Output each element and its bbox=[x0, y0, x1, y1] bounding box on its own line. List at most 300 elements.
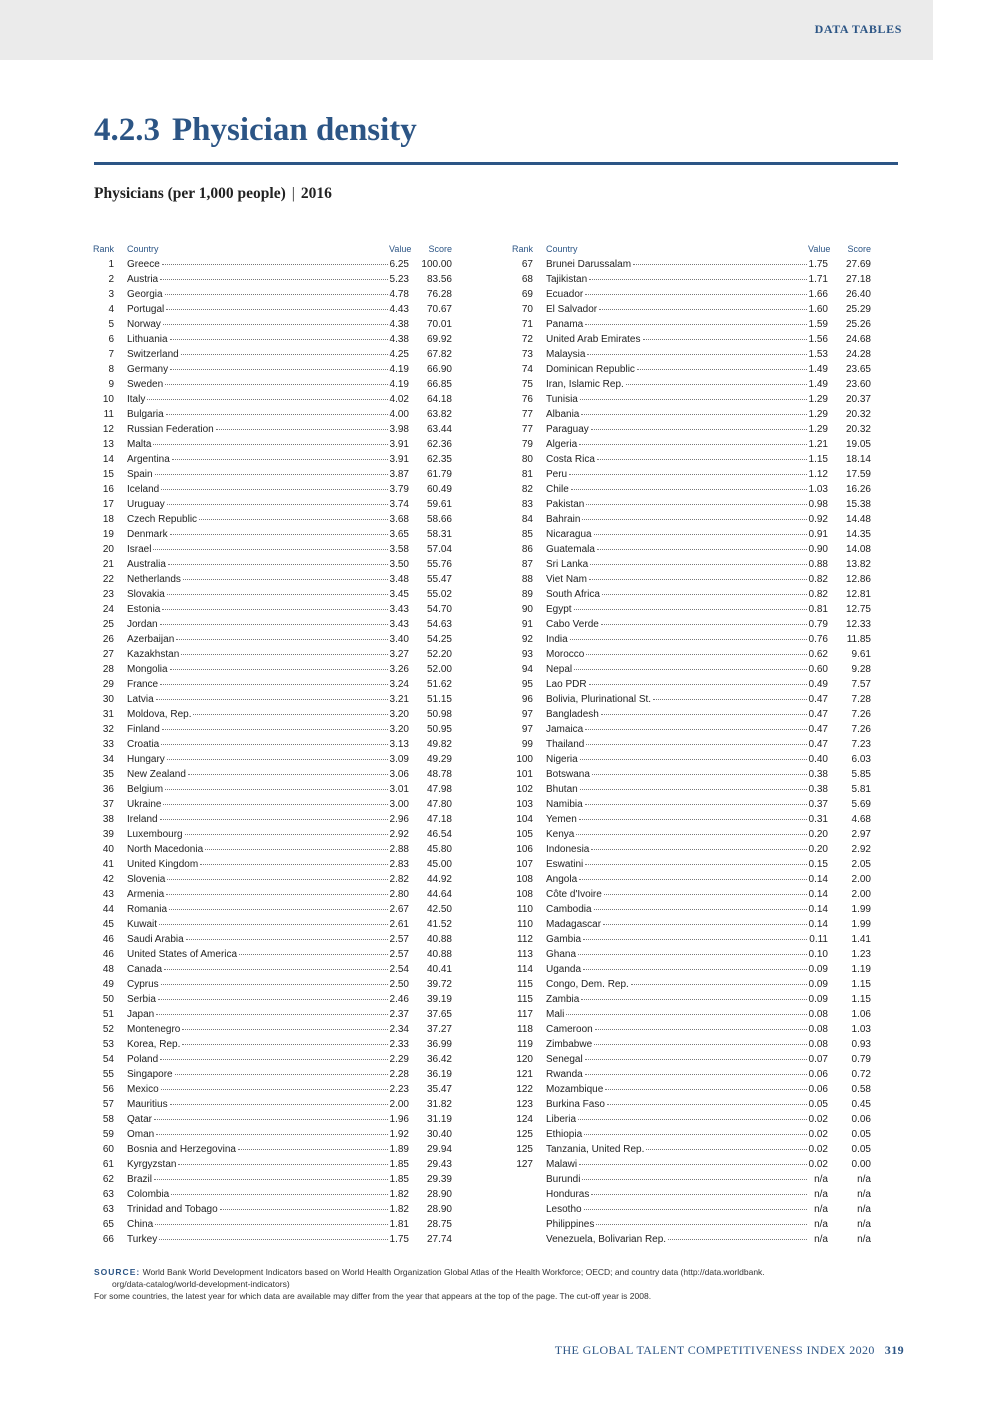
table-row bbox=[92, 497, 452, 512]
score-cell: 1.03 bbox=[851, 1024, 871, 1035]
score-cell: 7.26 bbox=[851, 724, 871, 735]
value-cell: 0.11 bbox=[809, 934, 828, 945]
score-cell: 11.85 bbox=[846, 634, 871, 645]
country-cell: Kenya bbox=[546, 829, 575, 840]
table-row bbox=[511, 767, 871, 782]
dot-leader bbox=[205, 849, 388, 850]
table-row bbox=[511, 977, 871, 992]
table-row bbox=[92, 692, 452, 707]
rank-cell: 108 bbox=[516, 874, 533, 885]
rank-cell: 9 bbox=[108, 379, 114, 390]
country-cell: Slovenia bbox=[127, 874, 166, 885]
value-cell: 4.00 bbox=[389, 409, 409, 420]
country-cell: Cabo Verde bbox=[546, 619, 599, 630]
rank-cell: 28 bbox=[102, 664, 114, 675]
rank-cell: 92 bbox=[521, 634, 533, 645]
table-row bbox=[92, 602, 452, 617]
score-cell: 20.32 bbox=[845, 409, 871, 420]
country-cell: Thailand bbox=[546, 739, 585, 750]
value-cell: n/a bbox=[814, 1204, 828, 1215]
value-cell: 2.28 bbox=[389, 1069, 409, 1080]
score-cell: 29.43 bbox=[426, 1159, 452, 1170]
value-cell: 0.82 bbox=[808, 589, 828, 600]
score-cell: 55.02 bbox=[426, 589, 452, 600]
table-row bbox=[511, 677, 871, 692]
table-row bbox=[511, 812, 871, 827]
country-cell: Canada bbox=[127, 964, 163, 975]
value-cell: 1.75 bbox=[389, 1234, 409, 1245]
dot-leader bbox=[585, 324, 807, 325]
dot-leader bbox=[159, 924, 388, 925]
table-row bbox=[92, 392, 452, 407]
score-cell: 27.18 bbox=[845, 274, 871, 285]
value-cell: 0.02 bbox=[808, 1129, 828, 1140]
dot-leader bbox=[583, 969, 807, 970]
dot-leader bbox=[167, 879, 388, 880]
rank-cell: 41 bbox=[102, 859, 114, 870]
country-cell: Czech Republic bbox=[127, 514, 198, 525]
country-cell: Dominican Republic bbox=[546, 364, 635, 375]
value-cell: 1.49 bbox=[808, 364, 828, 375]
value-cell: 0.92 bbox=[808, 514, 828, 525]
dot-leader bbox=[599, 309, 807, 310]
source-label: SOURCE: bbox=[94, 1267, 141, 1277]
rank-cell: 108 bbox=[516, 889, 533, 900]
table-row bbox=[92, 857, 452, 872]
dot-leader bbox=[167, 504, 388, 505]
score-cell: 5.69 bbox=[851, 799, 871, 810]
value-cell: 0.60 bbox=[808, 664, 828, 675]
dot-leader bbox=[166, 414, 388, 415]
value-cell: 0.06 bbox=[808, 1084, 828, 1095]
page-number: 319 bbox=[884, 1343, 904, 1357]
value-cell: 0.81 bbox=[808, 604, 828, 615]
dot-leader bbox=[592, 774, 807, 775]
rank-cell: 3 bbox=[108, 289, 114, 300]
dot-leader bbox=[589, 279, 807, 280]
rank-cell: 14 bbox=[102, 454, 114, 465]
country-cell: Namibia bbox=[546, 799, 583, 810]
score-cell: 1.15 bbox=[851, 994, 871, 1005]
rank-cell: 20 bbox=[102, 544, 114, 555]
rank-cell: 4 bbox=[108, 304, 114, 315]
table-row bbox=[511, 1052, 871, 1067]
country-cell: Colombia bbox=[127, 1189, 170, 1200]
rank-cell: 37 bbox=[102, 799, 114, 810]
dot-leader bbox=[181, 654, 388, 655]
rank-cell: 39 bbox=[102, 829, 114, 840]
dot-leader bbox=[590, 564, 807, 565]
table-row bbox=[511, 347, 871, 362]
score-cell: 44.92 bbox=[426, 874, 452, 885]
rank-cell: 8 bbox=[108, 364, 114, 375]
table-row bbox=[92, 782, 452, 797]
rank-cell: 53 bbox=[102, 1039, 114, 1050]
value-cell: 0.88 bbox=[808, 559, 828, 570]
dot-leader bbox=[200, 864, 388, 865]
dot-leader bbox=[178, 1164, 388, 1165]
dot-leader bbox=[591, 1194, 807, 1195]
country-cell: Belgium bbox=[127, 784, 164, 795]
value-cell: 0.10 bbox=[808, 949, 828, 960]
value-cell: 1.82 bbox=[389, 1204, 409, 1215]
table-row bbox=[92, 512, 452, 527]
value-cell: 0.06 bbox=[808, 1069, 828, 1080]
score-cell: 12.86 bbox=[845, 574, 871, 585]
value-cell: 2.37 bbox=[389, 1009, 409, 1020]
country-cell: Pakistan bbox=[546, 499, 585, 510]
rank-cell: 16 bbox=[102, 484, 114, 495]
country-cell: Sweden bbox=[127, 379, 164, 390]
country-cell: New Zealand bbox=[127, 769, 186, 780]
score-cell: 18.14 bbox=[845, 454, 871, 465]
score-cell: n/a bbox=[857, 1234, 871, 1245]
country-cell: Uganda bbox=[546, 964, 582, 975]
score-cell: 76.28 bbox=[426, 289, 452, 300]
dot-leader bbox=[155, 474, 388, 475]
value-cell: 0.14 bbox=[808, 904, 828, 915]
table-row bbox=[92, 707, 452, 722]
score-cell: 14.08 bbox=[845, 544, 871, 555]
country-cell: Ghana bbox=[546, 949, 577, 960]
rank-cell: 79 bbox=[521, 439, 533, 450]
score-cell: 40.88 bbox=[426, 934, 452, 945]
score-cell: 7.28 bbox=[851, 694, 871, 705]
score-cell: n/a bbox=[857, 1189, 871, 1200]
dot-leader bbox=[160, 819, 388, 820]
country-cell: Moldova, Rep. bbox=[127, 709, 192, 720]
table-row bbox=[92, 377, 452, 392]
value-cell: 2.80 bbox=[389, 889, 409, 900]
score-cell: 44.64 bbox=[426, 889, 452, 900]
rank-cell: 125 bbox=[516, 1144, 533, 1155]
rank-cell: 7 bbox=[108, 349, 114, 360]
rank-cell: 12 bbox=[102, 424, 114, 435]
country-cell: Portugal bbox=[127, 304, 165, 315]
table-row bbox=[511, 842, 871, 857]
dot-leader bbox=[579, 1164, 807, 1165]
score-cell: 1.41 bbox=[851, 934, 871, 945]
score-cell: 12.81 bbox=[845, 589, 871, 600]
dot-leader bbox=[579, 819, 807, 820]
value-cell: 4.43 bbox=[389, 304, 409, 315]
table-row bbox=[511, 1127, 871, 1142]
dot-leader bbox=[170, 534, 388, 535]
dot-leader bbox=[172, 459, 388, 460]
value-cell: 2.88 bbox=[389, 844, 409, 855]
country-cell: Israel bbox=[127, 544, 152, 555]
rank-cell: 62 bbox=[102, 1174, 114, 1185]
table-row bbox=[92, 812, 452, 827]
rank-cell: 36 bbox=[102, 784, 114, 795]
country-cell: Iceland bbox=[127, 484, 160, 495]
rank-cell: 96 bbox=[521, 694, 533, 705]
country-cell: Poland bbox=[127, 1054, 159, 1065]
value-cell: 3.74 bbox=[389, 499, 409, 510]
country-cell: Paraguay bbox=[546, 424, 589, 435]
table-row bbox=[92, 1022, 452, 1037]
value-cell: 1.85 bbox=[389, 1159, 409, 1170]
country-cell: Cyprus bbox=[127, 979, 159, 990]
dot-leader bbox=[587, 354, 807, 355]
dot-leader bbox=[162, 609, 388, 610]
dot-leader bbox=[161, 1089, 388, 1090]
score-cell: 27.74 bbox=[426, 1234, 452, 1245]
dot-leader bbox=[161, 744, 388, 745]
country-cell: Honduras bbox=[546, 1189, 590, 1200]
rank-cell: 19 bbox=[102, 529, 114, 540]
score-cell: 36.19 bbox=[426, 1069, 452, 1080]
rank-cell: 91 bbox=[521, 619, 533, 630]
value-cell: 1.85 bbox=[389, 1174, 409, 1185]
value-cell: 2.33 bbox=[389, 1039, 409, 1050]
country-cell: North Macedonia bbox=[127, 844, 204, 855]
rank-cell: 104 bbox=[516, 814, 533, 825]
score-cell: 6.03 bbox=[851, 754, 871, 765]
score-cell: 0.05 bbox=[851, 1129, 871, 1140]
country-cell: United Arab Emirates bbox=[546, 334, 641, 345]
rank-cell: 89 bbox=[521, 589, 533, 600]
dot-leader bbox=[586, 504, 807, 505]
dot-leader bbox=[165, 789, 388, 790]
dot-leader bbox=[181, 354, 388, 355]
table-row bbox=[92, 467, 452, 482]
dot-leader bbox=[589, 684, 807, 685]
table-row bbox=[511, 872, 871, 887]
value-cell: 0.09 bbox=[808, 964, 828, 975]
table-row bbox=[92, 722, 452, 737]
dot-leader bbox=[176, 639, 388, 640]
score-cell: n/a bbox=[857, 1204, 871, 1215]
rank-cell: 97 bbox=[521, 724, 533, 735]
dot-leader bbox=[188, 774, 388, 775]
rank-cell: 88 bbox=[521, 574, 533, 585]
rank-cell: 44 bbox=[102, 904, 114, 915]
rank-cell: 107 bbox=[516, 859, 533, 870]
value-cell: n/a bbox=[814, 1219, 828, 1230]
country-cell: Croatia bbox=[127, 739, 160, 750]
country-cell: Bahrain bbox=[546, 514, 581, 525]
rank-cell: 115 bbox=[517, 979, 533, 990]
value-cell: 2.50 bbox=[389, 979, 409, 990]
score-cell: 2.05 bbox=[851, 859, 871, 870]
table-row bbox=[92, 647, 452, 662]
rank-cell: 117 bbox=[517, 1009, 533, 1020]
value-cell: 1.71 bbox=[808, 274, 828, 285]
country-cell: Cameroon bbox=[546, 1024, 593, 1035]
score-cell: 29.94 bbox=[426, 1144, 452, 1155]
table-row bbox=[511, 437, 871, 452]
country-cell: Denmark bbox=[127, 529, 168, 540]
value-cell: 0.47 bbox=[808, 709, 828, 720]
rank-cell: 51 bbox=[102, 1009, 114, 1020]
value-cell: 0.20 bbox=[808, 844, 828, 855]
country-cell: Turkey bbox=[127, 1234, 158, 1245]
country-cell: Bangladesh bbox=[546, 709, 599, 720]
country-cell: Nigeria bbox=[546, 754, 578, 765]
rank-cell: 74 bbox=[521, 364, 533, 375]
rank-cell: 57 bbox=[102, 1099, 114, 1110]
table-row bbox=[92, 542, 452, 557]
country-cell: Brunei Darussalam bbox=[546, 259, 632, 270]
country-cell: Philippines bbox=[546, 1219, 595, 1230]
rank-cell: 123 bbox=[516, 1099, 533, 1110]
rank-cell: 71 bbox=[521, 319, 533, 330]
score-cell: 0.06 bbox=[851, 1114, 871, 1125]
score-cell: 70.67 bbox=[426, 304, 452, 315]
table-row bbox=[511, 377, 871, 392]
rank-cell: 99 bbox=[521, 739, 533, 750]
country-cell: France bbox=[127, 679, 159, 690]
score-cell: 1.99 bbox=[851, 919, 871, 930]
rank-cell: 24 bbox=[102, 604, 114, 615]
country-cell: South Africa bbox=[546, 589, 600, 600]
country-cell: Greece bbox=[127, 259, 160, 270]
score-cell: 17.59 bbox=[845, 469, 871, 480]
score-cell: 2.97 bbox=[851, 829, 871, 840]
table-row bbox=[511, 1097, 871, 1112]
dot-leader bbox=[594, 909, 807, 910]
rank-cell: 105 bbox=[516, 829, 533, 840]
score-cell: 19.05 bbox=[845, 439, 871, 450]
score-cell: 24.68 bbox=[845, 334, 871, 345]
score-cell: 20.32 bbox=[845, 424, 871, 435]
value-cell: 2.54 bbox=[389, 964, 409, 975]
dot-leader bbox=[581, 999, 807, 1000]
country-cell: Korea, Rep. bbox=[127, 1039, 181, 1050]
country-cell: Japan bbox=[127, 1009, 155, 1020]
rank-cell: 43 bbox=[102, 889, 114, 900]
table-row bbox=[92, 407, 452, 422]
score-cell: 37.27 bbox=[426, 1024, 452, 1035]
rank-cell: 21 bbox=[102, 559, 114, 570]
rank-cell: 54 bbox=[102, 1054, 114, 1065]
table-row bbox=[511, 512, 871, 527]
table-row bbox=[511, 1067, 871, 1082]
value-cell: 0.14 bbox=[808, 889, 828, 900]
table-row bbox=[92, 272, 452, 287]
table-row bbox=[511, 827, 871, 842]
value-cell: 1.49 bbox=[808, 379, 828, 390]
table-row bbox=[92, 1172, 452, 1187]
rank-cell: 52 bbox=[102, 1024, 114, 1035]
source-text-continued: org/data-catalog/world-development-indicators) bbox=[112, 1279, 290, 1289]
value-cell: 4.38 bbox=[389, 319, 409, 330]
value-cell: 4.02 bbox=[389, 394, 409, 405]
table-row bbox=[511, 1142, 871, 1157]
dot-leader bbox=[646, 1149, 807, 1150]
value-cell: 0.37 bbox=[808, 799, 828, 810]
country-cell: Burundi bbox=[546, 1174, 581, 1185]
value-cell: 2.00 bbox=[389, 1099, 409, 1110]
country-cell: Zimbabwe bbox=[546, 1039, 593, 1050]
rank-cell: 6 bbox=[108, 334, 114, 345]
dot-leader bbox=[186, 939, 388, 940]
table-row bbox=[511, 632, 871, 647]
rank-cell: 84 bbox=[521, 514, 533, 525]
dot-leader bbox=[199, 519, 388, 520]
score-cell: 46.54 bbox=[426, 829, 452, 840]
score-cell: 23.65 bbox=[845, 364, 871, 375]
score-cell: 40.88 bbox=[426, 949, 452, 960]
table-row bbox=[92, 1082, 452, 1097]
table-row bbox=[511, 752, 871, 767]
value-cell: 0.20 bbox=[808, 829, 828, 840]
rank-cell: 60 bbox=[102, 1144, 114, 1155]
dot-leader bbox=[569, 474, 807, 475]
score-cell: 42.50 bbox=[426, 904, 452, 915]
table-row bbox=[511, 1187, 871, 1202]
country-cell: Bhutan bbox=[546, 784, 578, 795]
value-cell: 3.00 bbox=[389, 799, 409, 810]
dot-leader bbox=[170, 1104, 388, 1105]
value-cell: 0.08 bbox=[808, 1024, 828, 1035]
table-row bbox=[92, 302, 452, 317]
score-cell: 31.19 bbox=[426, 1114, 452, 1125]
value-cell: 2.46 bbox=[389, 994, 409, 1005]
value-cell: 2.34 bbox=[389, 1024, 409, 1035]
value-cell: 2.67 bbox=[389, 904, 409, 915]
country-cell: Angola bbox=[546, 874, 578, 885]
table-row bbox=[92, 872, 452, 887]
rank-cell: 26 bbox=[102, 634, 114, 645]
table-row bbox=[511, 527, 871, 542]
table-row bbox=[511, 497, 871, 512]
value-cell: 2.82 bbox=[389, 874, 409, 885]
score-cell: 39.19 bbox=[426, 994, 452, 1005]
rank-cell: 118 bbox=[517, 1024, 533, 1035]
rank-cell: 15 bbox=[102, 469, 114, 480]
country-cell: Nicaragua bbox=[546, 529, 592, 540]
value-cell: 0.02 bbox=[808, 1114, 828, 1125]
rank-cell: 27 bbox=[102, 649, 114, 660]
value-cell: 0.08 bbox=[808, 1009, 828, 1020]
publication-name: THE GLOBAL TALENT COMPETITIVENESS INDEX 2020 bbox=[554, 1343, 875, 1357]
dot-leader bbox=[589, 579, 807, 580]
value-cell: 0.38 bbox=[808, 784, 828, 795]
value-cell: 4.38 bbox=[389, 334, 409, 345]
value-cell: 3.91 bbox=[389, 454, 409, 465]
value-cell: 1.81 bbox=[389, 1219, 409, 1230]
country-cell: Lao PDR bbox=[546, 679, 587, 690]
score-cell: 4.68 bbox=[851, 814, 871, 825]
value-cell: 2.96 bbox=[389, 814, 409, 825]
table-row bbox=[92, 422, 452, 437]
score-cell: 31.82 bbox=[426, 1099, 452, 1110]
score-cell: 36.42 bbox=[426, 1054, 452, 1065]
country-cell: Peru bbox=[546, 469, 568, 480]
country-cell: Malaysia bbox=[546, 349, 586, 360]
country-cell: Malawi bbox=[546, 1159, 578, 1170]
score-cell: 69.92 bbox=[426, 334, 452, 345]
country-cell: Saudi Arabia bbox=[127, 934, 184, 945]
rank-cell: 77 bbox=[521, 424, 533, 435]
subtitle-separator: | bbox=[291, 185, 295, 202]
value-cell: 3.91 bbox=[389, 439, 409, 450]
table-row bbox=[92, 572, 452, 587]
table-header bbox=[511, 242, 871, 257]
value-cell: 1.59 bbox=[808, 319, 828, 330]
value-cell: 0.38 bbox=[808, 769, 828, 780]
value-cell: 6.25 bbox=[389, 259, 409, 270]
table-row bbox=[92, 1187, 452, 1202]
value-header: Value bbox=[808, 244, 831, 254]
table-row bbox=[92, 992, 452, 1007]
dot-leader bbox=[576, 834, 807, 835]
score-cell: 45.80 bbox=[426, 844, 452, 855]
value-cell: 0.76 bbox=[808, 634, 828, 645]
rank-cell: 73 bbox=[521, 349, 533, 360]
